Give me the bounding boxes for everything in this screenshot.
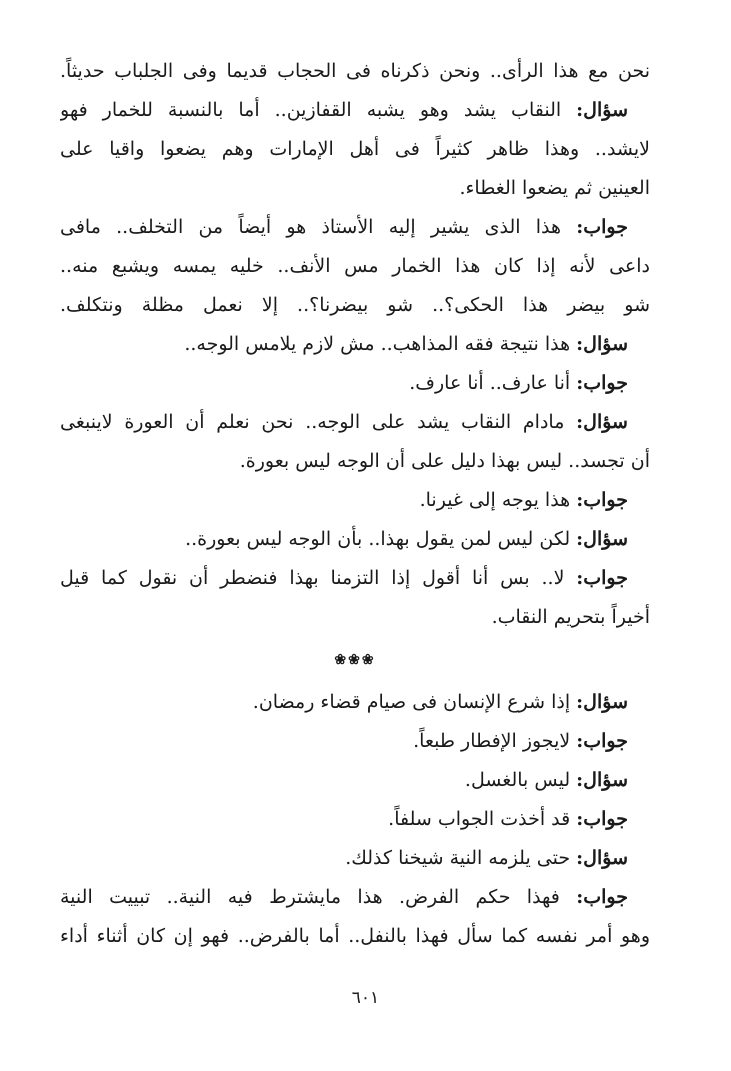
line-text: لايجوز الإفطار طبعاً. bbox=[413, 730, 571, 752]
line-text: النقاب يشد وهو يشبه القفازين.. أما بالنسبة للخمار فهو bbox=[60, 99, 562, 121]
answer-line bbox=[60, 722, 650, 761]
line-text: أنا عارف.. أنا عارف. bbox=[409, 372, 571, 394]
answer-label: جواب: bbox=[576, 489, 628, 511]
line-text: إذا شرع الإنسان فى صيام قضاء رمضان. bbox=[252, 691, 571, 713]
question-label: سؤال: bbox=[576, 411, 628, 433]
text-line bbox=[60, 917, 650, 956]
text-line bbox=[60, 598, 650, 637]
line-text: لا.. بس أنا أقول إذا التزمنا بهذا فنضطر أن نقول كما قيل bbox=[60, 567, 565, 589]
page-number: ٦٠١ bbox=[351, 988, 380, 1008]
answer-line bbox=[60, 481, 650, 520]
text-line bbox=[60, 52, 650, 91]
line-text: نحن مع هذا الرأى.. ونحن ذكرناه فى الحجاب قديما وفى الجلباب حديثاً. bbox=[60, 60, 650, 82]
question-line bbox=[60, 839, 650, 878]
line-text: هذا نتيجة فقه المذاهب.. مش لازم يلامس الوجه.. bbox=[184, 333, 571, 355]
question-label: سؤال: bbox=[576, 333, 628, 355]
line-text: وهو أمر نفسه كما سأل فهذا بالنفل.. أما بالفرض.. فهو إن كان أثناء أداء bbox=[60, 925, 650, 947]
text-line bbox=[60, 286, 650, 325]
text-line bbox=[60, 442, 650, 481]
line-text: حتى يلزمه النية شيخنا كذلك. bbox=[345, 847, 571, 869]
page-body bbox=[60, 52, 650, 956]
question-line bbox=[60, 403, 650, 442]
answer-label: جواب: bbox=[576, 730, 628, 752]
answer-line bbox=[60, 800, 650, 839]
line-text: لايشد.. وهذا ظاهر كثيراً فى أهل الإمارات وهم يضعوا واقيا على bbox=[60, 138, 650, 160]
question-label: سؤال: bbox=[576, 769, 628, 791]
line-text: شو بيضر هذا الحكى؟.. شو بيضرنا؟.. إلا نعمل مظلة ونتكلف. bbox=[60, 294, 650, 316]
text-line bbox=[60, 130, 650, 169]
line-text: قد أخذت الجواب سلفاً. bbox=[388, 808, 571, 830]
question-label: سؤال: bbox=[576, 847, 628, 869]
answer-label: جواب: bbox=[576, 216, 628, 238]
line-text: العينين ثم يضعوا الغطاء. bbox=[459, 177, 650, 199]
answer-label: جواب: bbox=[576, 808, 628, 830]
line-text: داعى لأنه إذا كان هذا الخمار مس الأنف.. خليه يمسه ويشبع منه.. bbox=[60, 255, 650, 277]
question-line bbox=[60, 325, 650, 364]
line-text: ليس بالغسل. bbox=[464, 769, 571, 791]
question-line bbox=[60, 683, 650, 722]
question-line bbox=[60, 761, 650, 800]
text-line bbox=[60, 169, 650, 208]
line-text: هذا الذى يشير إليه الأستاذ هو أيضاً من التخلف.. مافى bbox=[60, 216, 562, 238]
question-label: سؤال: bbox=[576, 528, 628, 550]
question-label: سؤال: bbox=[576, 99, 628, 121]
section-separator: ❀❀❀ bbox=[334, 652, 376, 668]
text-line bbox=[60, 247, 650, 286]
answer-line bbox=[60, 208, 650, 247]
line-text: أخيراً بتحريم النقاب. bbox=[491, 606, 650, 628]
line-text: هذا يوجه إلى غيرنا. bbox=[419, 489, 571, 511]
answer-line bbox=[60, 364, 650, 403]
line-text: فهذا حكم الفرض. هذا مايشترط فيه النية.. تبييت النية bbox=[60, 886, 560, 908]
line-text: أن تجسد.. ليس بهذا دليل على أن الوجه ليس بعورة. bbox=[239, 450, 650, 472]
answer-label: جواب: bbox=[576, 886, 628, 908]
answer-label: جواب: bbox=[576, 372, 628, 394]
answer-label: جواب: bbox=[576, 567, 628, 589]
answer-line bbox=[60, 559, 650, 598]
answer-line bbox=[60, 878, 650, 917]
line-text: لكن ليس لمن يقول بهذا.. بأن الوجه ليس بعورة.. bbox=[185, 528, 571, 550]
question-line bbox=[60, 520, 650, 559]
question-line bbox=[60, 91, 650, 130]
question-label: سؤال: bbox=[576, 691, 628, 713]
line-text: مادام النقاب يشد على الوجه.. نحن نعلم أن العورة لاينبغى bbox=[60, 411, 565, 433]
